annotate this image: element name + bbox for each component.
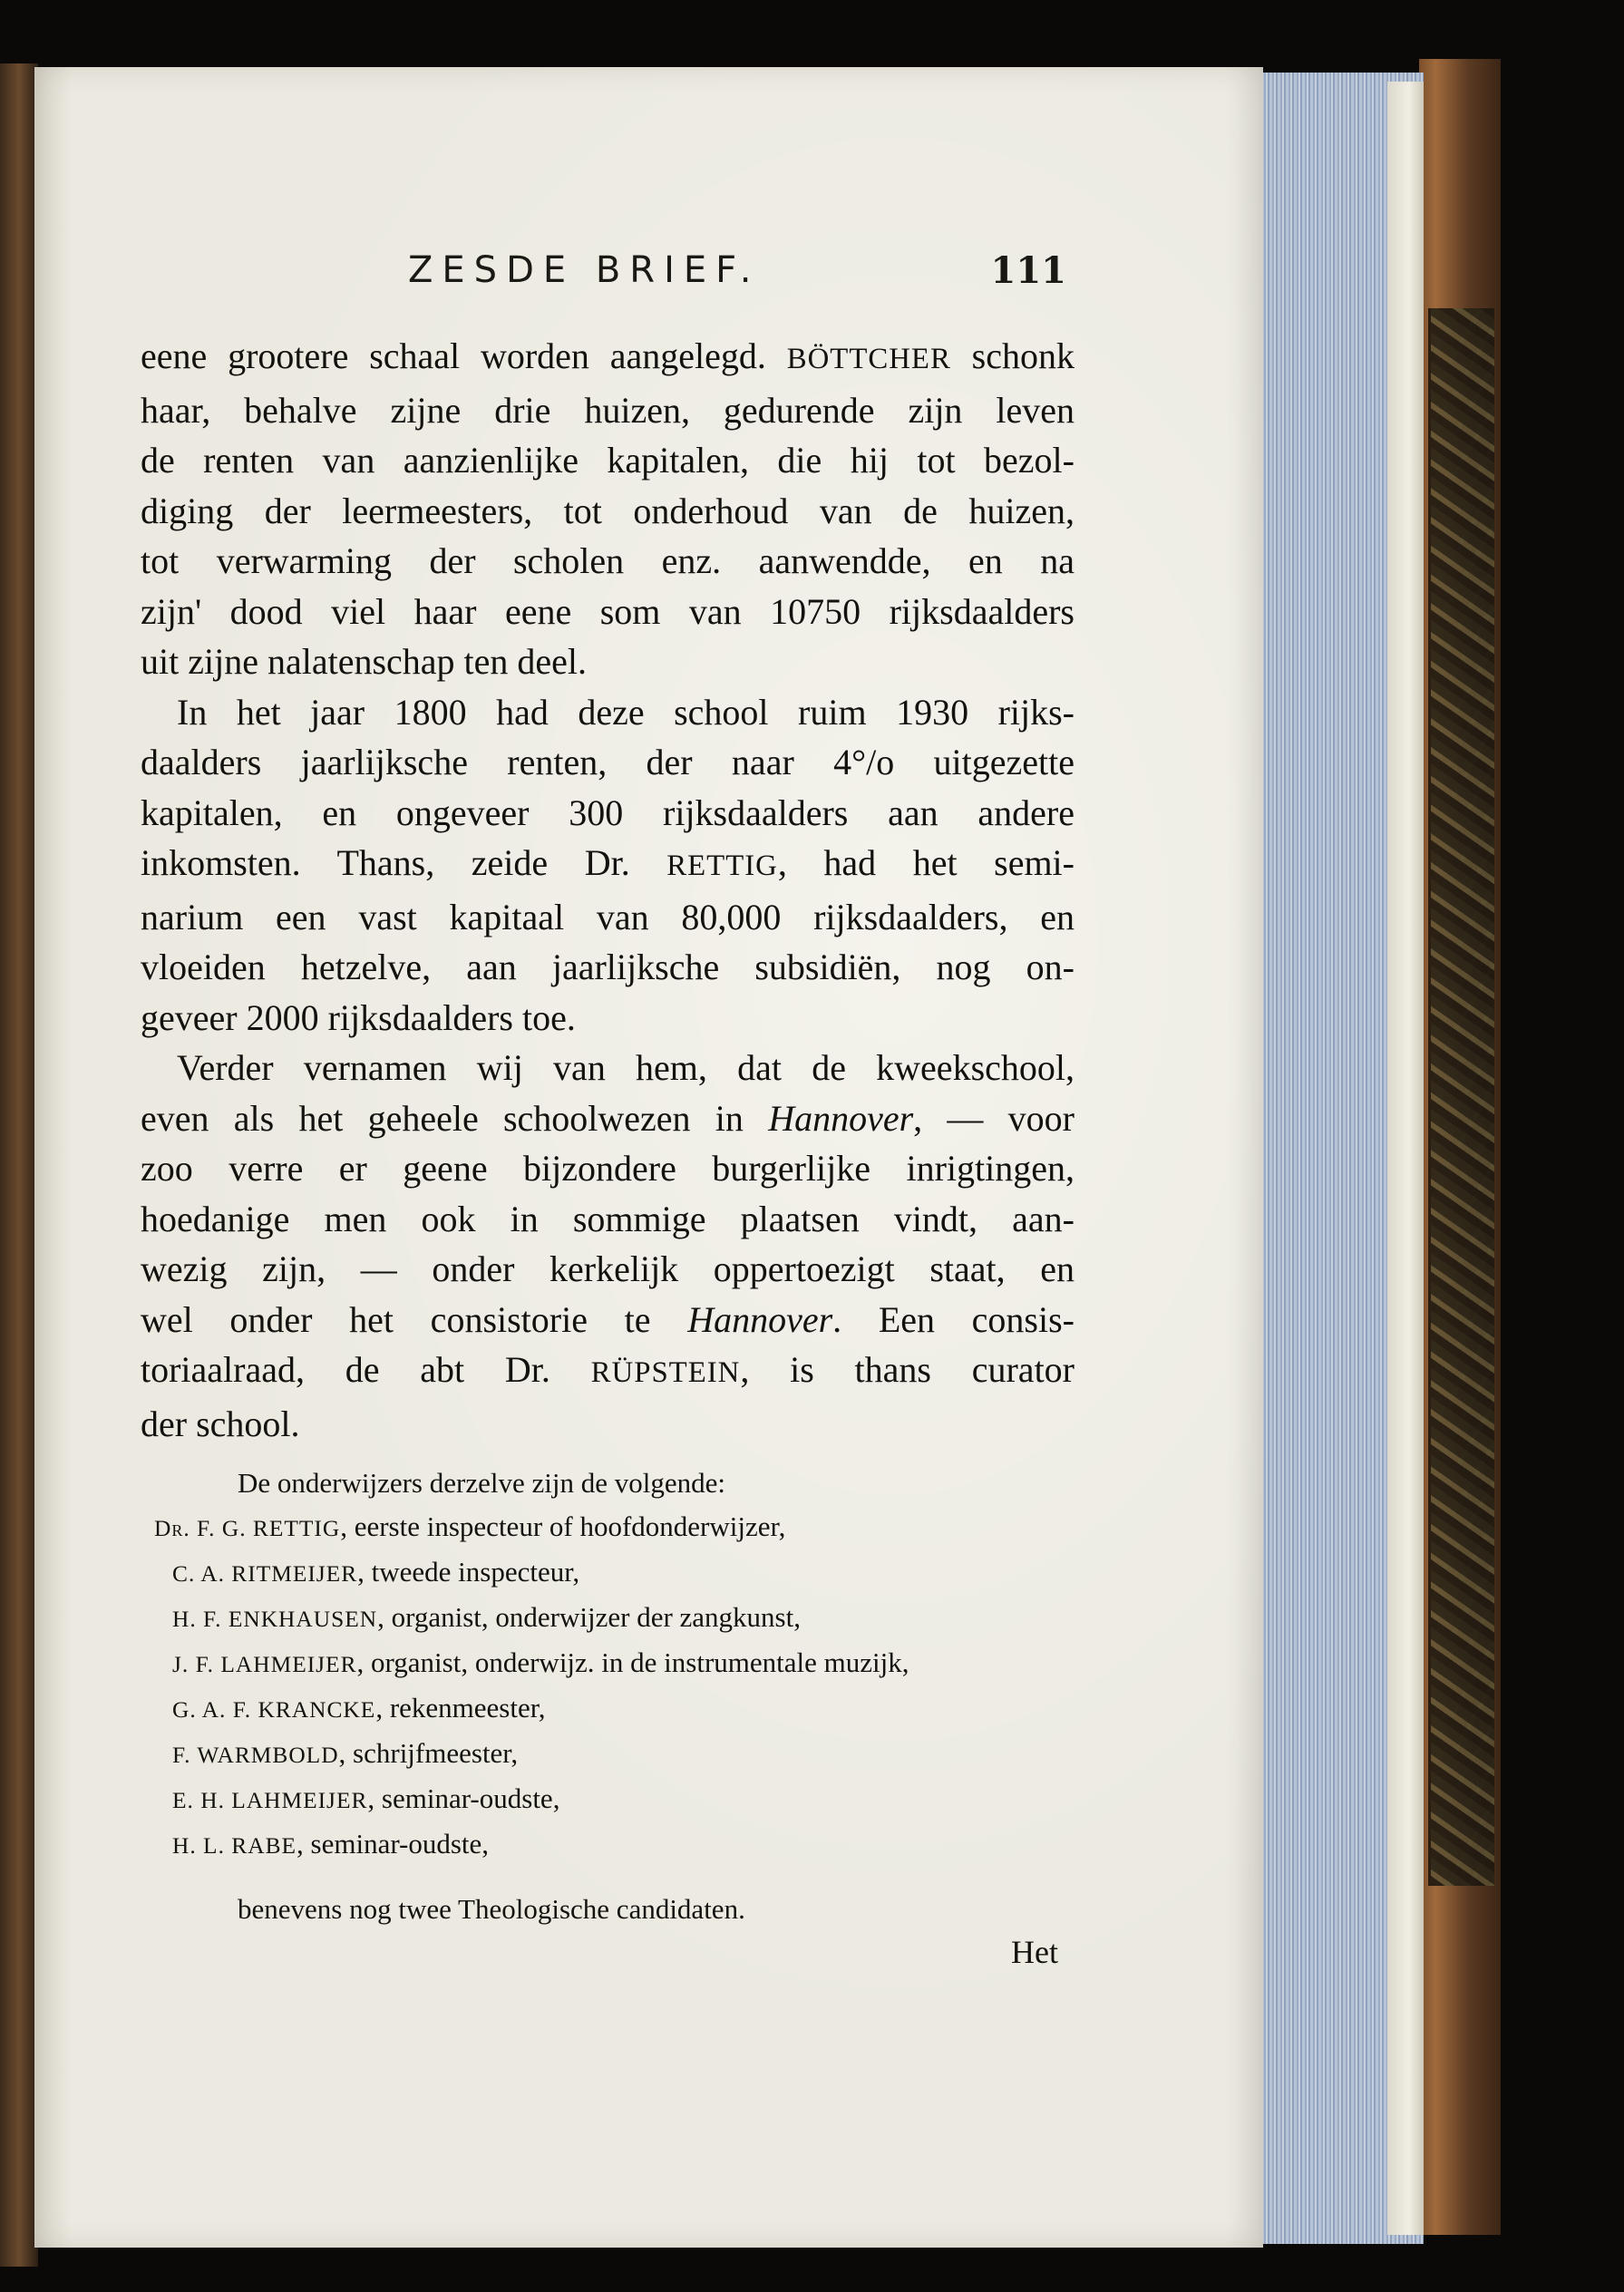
place-name: Hannover (768, 1097, 914, 1139)
text-line: der school. (141, 1403, 300, 1444)
text-line: tot verwarming der scholen enz. aanwendde, en na (141, 540, 1075, 581)
text-line: wel onder het consistorie te Hannover. Een consis- (141, 1298, 1075, 1340)
list-item: Dr. F. G. RETTIG, eerste inspecteur of hoofdonderwijzer, (154, 1510, 786, 1542)
text-line: hoedanige men ook in sommige plaatsen vindt, aan- (141, 1198, 1075, 1239)
text-line: even als het geheele schoolwezen in Hannover, — voor (141, 1097, 1075, 1139)
body-text (141, 331, 1075, 1449)
text-line: de renten van aanzienlijke kapitalen, die hij tot bezol- (141, 440, 1075, 481)
list-item: G. A. F. KRANCKE, rekenmeester, (172, 1692, 546, 1724)
list-item: E. H. LAHMEIJER, seminar-oudste, (172, 1782, 560, 1814)
list-item: F. WARMBOLD, schrijfmeester, (172, 1737, 519, 1769)
text-line: vloeiden hetzelve, aan jaarlijksche subsidiën, nog on- (141, 947, 1075, 987)
text-line: diging der leermeesters, tot onderhoud van de huizen, (141, 490, 1075, 531)
text-line: inkomsten. Thans, zeide Dr. RETTIG, had het semi- (141, 842, 1075, 883)
list-item: J. F. LAHMEIJER, organist, onderwijz. in de instrumentale muzijk, (172, 1646, 909, 1678)
page-number: 111 (990, 249, 1066, 292)
text-line: In het jaar 1800 had deze school ruim 1930 rijks- (177, 691, 1075, 733)
page-edges (1251, 73, 1424, 2244)
text-line: eene grootere schaal worden aangelegd. BÖTTCHER schonk (141, 335, 1075, 376)
place-name: Hannover (687, 1298, 833, 1340)
person-name: RÜPSTEIN (590, 1356, 741, 1389)
text-line: daalders jaarlijksche renten, der naar 4°/o uitgezette (141, 742, 1075, 782)
text-line: haar, behalve zijne drie huizen, gedurende zijn leven (141, 389, 1075, 431)
text-line: zijn' dood viel haar eene som van 10750 rijksdaalders (141, 590, 1075, 632)
list-intro: De onderwijzers derzelve zijn de volgende: (238, 1467, 725, 1499)
text-line: Verder vernamen wij van hem, dat de kweekschool, (177, 1047, 1075, 1088)
person-name: RETTIG (666, 850, 778, 882)
running-title: ZESDE BRIEF. (408, 249, 761, 291)
list-item: C. A. RITMEIJER, tweede inspecteur, (172, 1556, 580, 1588)
list-item: H. F. ENKHAUSEN, organist, onderwijzer der zangkunst, (172, 1601, 801, 1633)
text-line: geveer 2000 rijksdaalders toe. (141, 996, 576, 1038)
list-item: H. L. RABE, seminar-oudste, (172, 1828, 490, 1860)
person-name: BÖTTCHER (786, 343, 951, 375)
text-line: wezig zijn, — onder kerkelijk oppertoezigt staat, en (141, 1248, 1075, 1289)
text-line: toriaalraad, de abt Dr. RÜPSTEIN, is thans curator (141, 1349, 1075, 1390)
text-line: uit zijne nalatenschap ten deel. (141, 641, 588, 682)
running-header (408, 249, 1079, 304)
catchword: Het (1011, 1934, 1058, 1970)
text-line: kapitalen, en ongeveer 300 rijksdaalders aan andere (141, 792, 1075, 833)
text-line: zoo verre er geene bijzondere burgerlijke inrigtingen, (141, 1148, 1075, 1189)
staff-list (154, 1462, 1079, 1931)
text-line: narium een vast kapitaal van 80,000 rijksdaalders, en (141, 896, 1075, 937)
book-cover-left (0, 63, 38, 2267)
marbled-board (1428, 308, 1494, 1886)
list-outro: benevens nog twee Theologische candidaten. (238, 1893, 745, 1925)
